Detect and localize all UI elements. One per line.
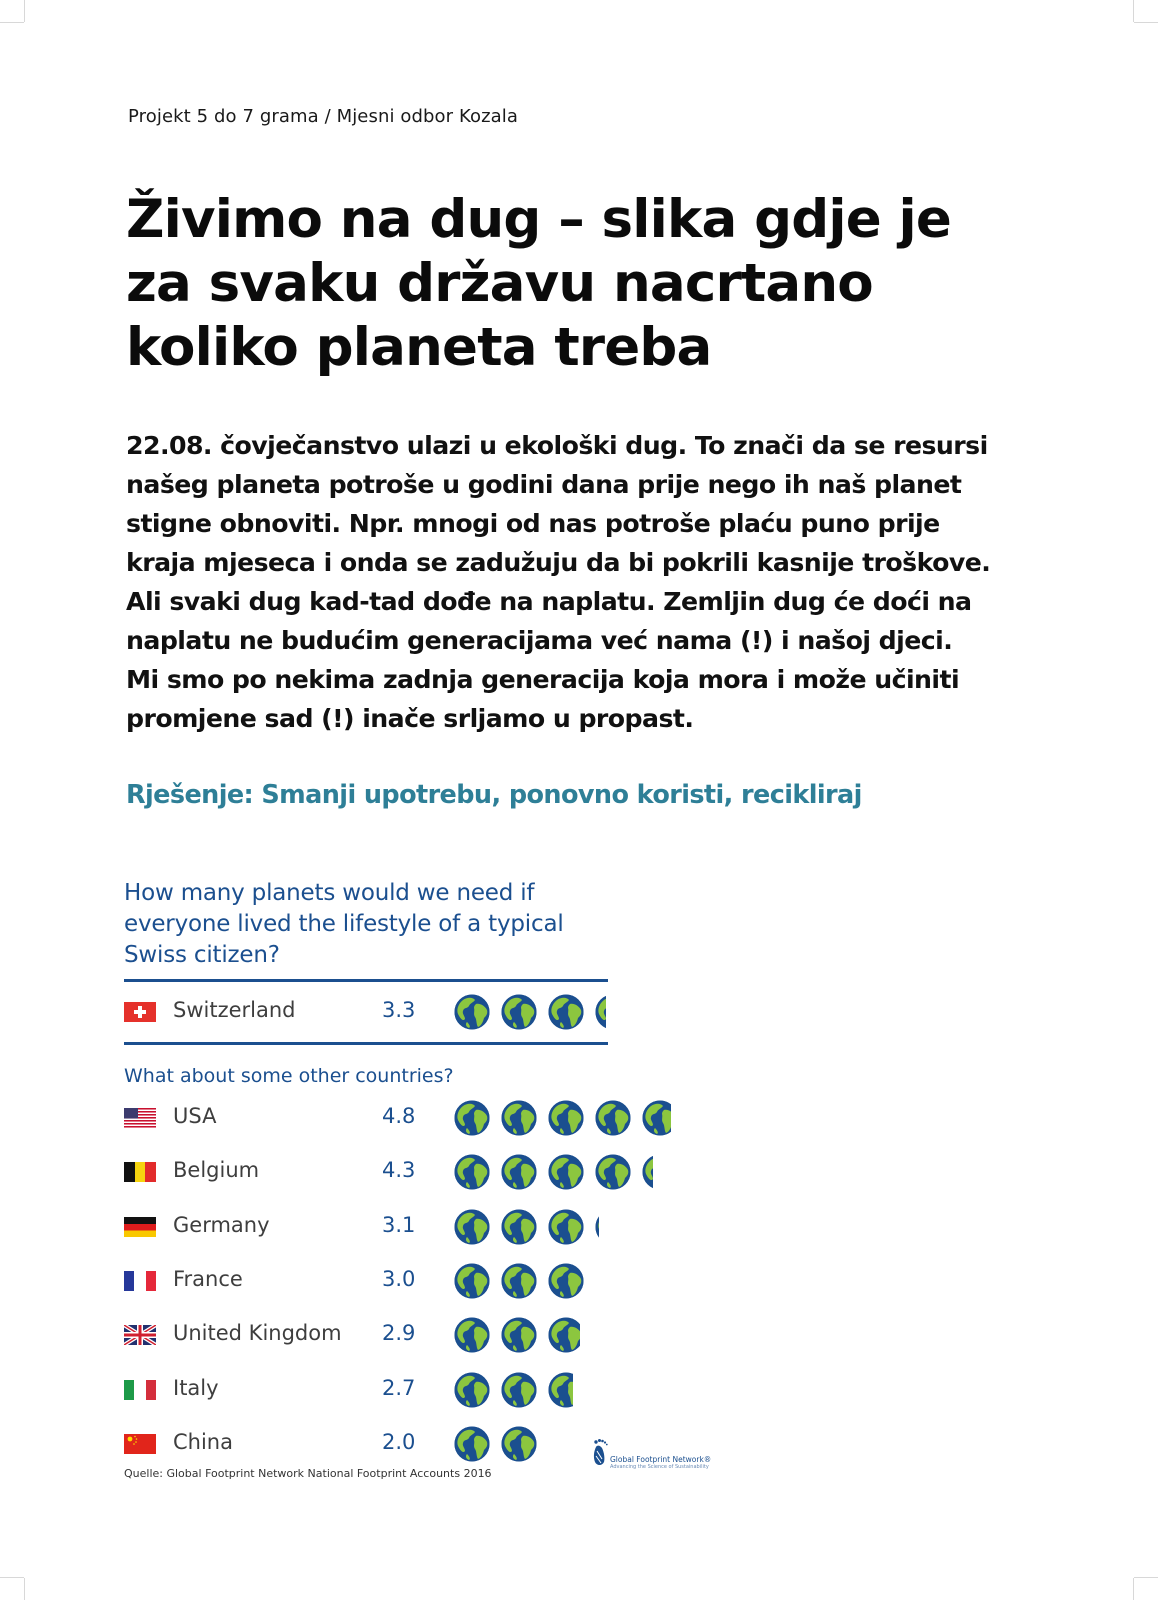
infographic-question [124, 878, 604, 971]
title-line: za svaku državu nacrtano [126, 253, 873, 314]
country-name: Belgium [173, 1158, 260, 1183]
partial-globe-icon [548, 1317, 580, 1353]
globe-icon [501, 1263, 537, 1299]
globe-icon [548, 1209, 584, 1245]
intro-line: Ali svaki dug kad-tad dođe na naplatu. Zemljin dug će doći na [126, 587, 972, 616]
italy-flag [124, 1380, 156, 1400]
intro-line: naplatu ne budućim generacijama već nama (!) i našoj djeci. [126, 626, 953, 655]
crop-mark-top-left-h [0, 22, 24, 23]
country-name: France [173, 1266, 243, 1291]
intro-line: stigne obnoviti. Npr. mnogi od nas potroše plaću puno prije [126, 509, 940, 538]
crop-mark-top-right-v [1133, 0, 1134, 22]
globe-icon [454, 1317, 490, 1353]
crop-mark-bottom-left-v [24, 1578, 25, 1600]
globe-icon [595, 1154, 631, 1190]
globe-icon [548, 1154, 584, 1190]
title-line: koliko planeta treba [126, 317, 712, 378]
switzerland-flag [124, 1002, 156, 1022]
country-row [124, 1098, 724, 1138]
globe-icon [501, 1372, 537, 1408]
intro-line: našeg planeta potroše u godini dana prije nego ih naš planet [126, 470, 962, 499]
featured-country-row [124, 992, 724, 1032]
planets-infographic [122, 872, 722, 1482]
title-line: Živimo na dug – slika gdje je [126, 189, 952, 250]
solution-heading: Rješenje: Smanji upotrebu, ponovno koristi, recikliraj [126, 780, 862, 810]
partial-globe-icon [548, 1372, 573, 1408]
france-flag [124, 1271, 156, 1291]
intro-line: Mi smo po nekima zadnja generacija koja mora i može učiniti [126, 665, 960, 694]
globe-icon [501, 1209, 537, 1245]
planets-value: 2.9 [382, 1321, 416, 1346]
planets-value: 3.0 [382, 1266, 416, 1291]
infographic-subheading: What about some other countries? [124, 1065, 454, 1087]
globe-icon [595, 1100, 631, 1136]
intro-paragraph [126, 426, 1026, 738]
globe-icon [501, 1154, 537, 1190]
country-name: Italy [173, 1375, 219, 1400]
question-line: How many planets would we need if [124, 880, 535, 906]
globe-icon [454, 1100, 490, 1136]
planets-value: 3.1 [382, 1212, 416, 1237]
usa-flag [124, 1108, 156, 1128]
globe-icon [501, 1426, 537, 1462]
crop-mark-bottom-left-h [0, 1577, 24, 1578]
country-row [124, 1152, 724, 1192]
logo-tagline: Advancing the Science of Sustainability [610, 1464, 709, 1470]
divider-top [124, 979, 608, 982]
logo-name: Global Footprint Network® [610, 1455, 712, 1464]
crop-mark-bottom-right-v [1133, 1578, 1134, 1600]
planets-value: 4.8 [382, 1104, 416, 1128]
divider-bottom [124, 1042, 608, 1045]
china-flag [124, 1434, 156, 1454]
country-name: United Kingdom [173, 1321, 342, 1346]
intro-line: kraja mjeseca i onda se zadužuju da bi pokrili kasnije troškove. [126, 548, 991, 577]
partial-globe-icon [595, 994, 606, 1030]
globe-icon [501, 1100, 537, 1136]
globe-icon [454, 994, 490, 1030]
globe-icon [548, 1263, 584, 1299]
country-row [124, 1315, 724, 1355]
planets-value: 3.3 [382, 998, 416, 1022]
country-row [124, 1370, 724, 1410]
country-name: USA [173, 1104, 217, 1128]
planets-value: 2.0 [382, 1429, 416, 1454]
country-name: Germany [173, 1212, 270, 1237]
uk-flag [124, 1325, 156, 1345]
globe-icon [454, 1372, 490, 1408]
partial-globe-icon [642, 1154, 653, 1190]
intro-line: 22.08. čovječanstvo ulazi u ekološki dug. To znači da se resursi [126, 431, 988, 460]
crop-mark-bottom-right-h [1134, 1577, 1158, 1578]
globe-icon [454, 1263, 490, 1299]
breadcrumb: Projekt 5 do 7 grama / Mjesni odbor Kozala [128, 106, 519, 127]
source-citation: Quelle: Global Footprint Network National Footprint Accounts 2016 [124, 1467, 492, 1480]
planets-value: 2.7 [382, 1375, 416, 1400]
country-row [124, 1261, 724, 1301]
footprint-icon [592, 1437, 610, 1467]
page-title [126, 188, 986, 380]
crop-mark-top-left-v [24, 0, 25, 22]
country-name: Switzerland [173, 998, 296, 1022]
country-row [124, 1207, 724, 1247]
globe-icon [548, 994, 584, 1030]
globe-icon [454, 1209, 490, 1245]
globe-icon [454, 1426, 490, 1462]
partial-globe-icon [642, 1100, 671, 1136]
question-line: Swiss citizen? [124, 942, 280, 968]
belgium-flag [124, 1162, 156, 1182]
planets-value: 4.3 [382, 1158, 416, 1183]
intro-line: promjene sad (!) inače srljamo u propast. [126, 704, 694, 733]
germany-flag [124, 1217, 156, 1237]
crop-mark-top-right-h [1134, 22, 1158, 23]
globe-icon [454, 1154, 490, 1190]
country-name: China [173, 1429, 233, 1454]
globe-icon [501, 994, 537, 1030]
globe-icon [501, 1317, 537, 1353]
globe-icon [548, 1100, 584, 1136]
question-line: everyone lived the lifestyle of a typical [124, 911, 564, 937]
global-footprint-network-logo [592, 1437, 712, 1477]
partial-globe-icon [595, 1209, 599, 1245]
